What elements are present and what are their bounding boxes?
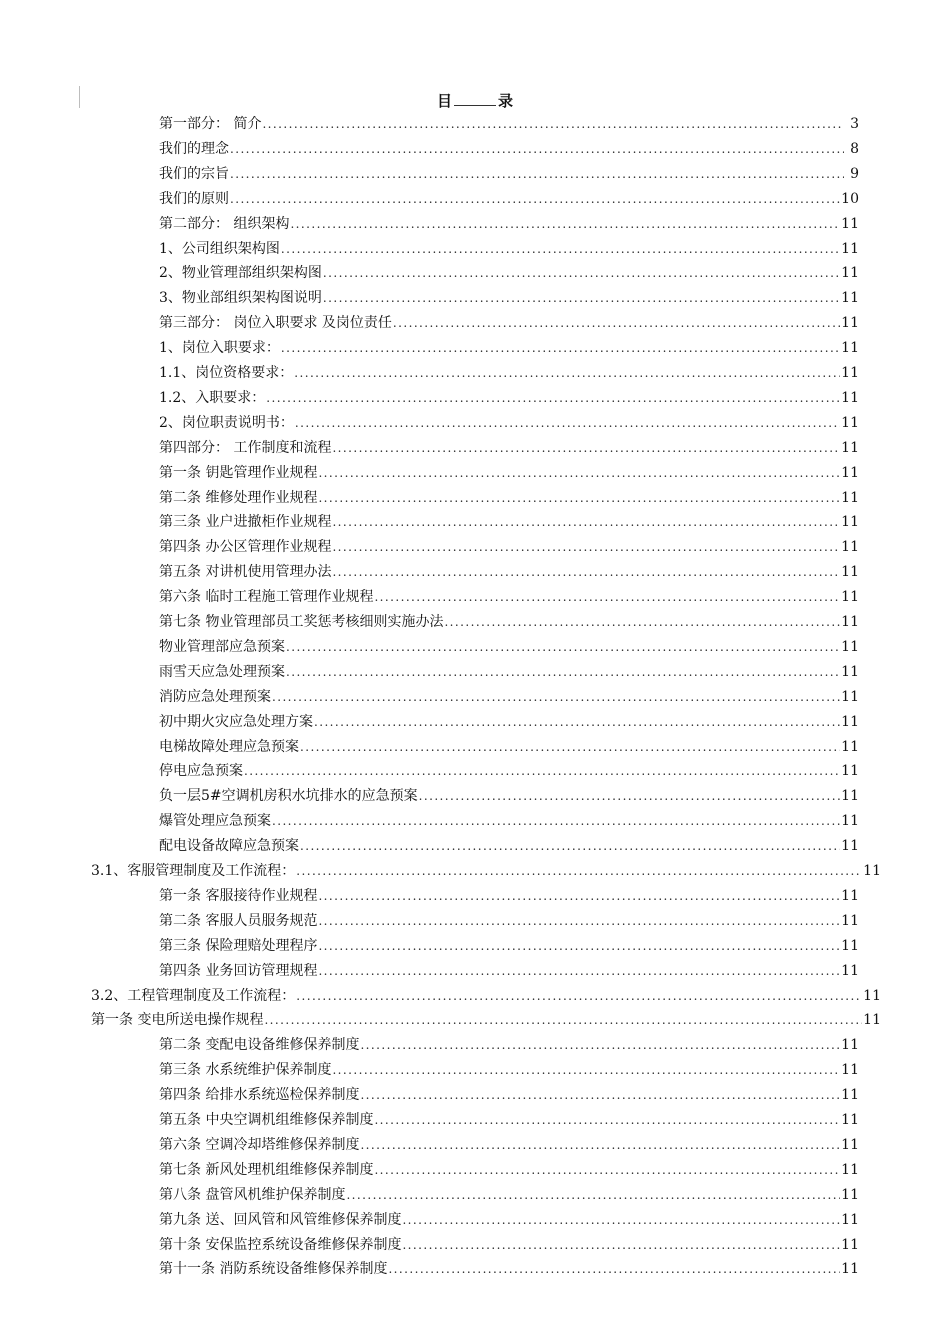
toc-dot-leader (318, 488, 840, 508)
toc-entry-page: 9 (850, 165, 859, 182)
toc-entry-page: 11 (841, 1112, 859, 1128)
toc-entry-page: 11 (841, 315, 859, 332)
toc-entry[interactable] (159, 1158, 859, 1180)
toc-title (0, 90, 950, 111)
toc-entry-title: 第六条 空调冷却塔维修保养制度 (159, 1136, 360, 1153)
toc-entry[interactable] (159, 212, 859, 234)
toc-dot-leader (230, 189, 840, 209)
toc-dot-leader (360, 1135, 840, 1155)
toc-entry[interactable] (159, 585, 859, 607)
toc-dot-leader (318, 961, 840, 981)
toc-entry-page: 11 (863, 987, 881, 1004)
toc-entry-page: 11 (841, 514, 859, 531)
toc-dot-leader (360, 1085, 840, 1105)
toc-dot-leader (332, 438, 840, 458)
toc-entry-page: 11 (841, 738, 859, 755)
toc-dot-leader (444, 612, 840, 632)
toc-entry-page: 11 (841, 887, 859, 904)
toc-entry[interactable] (91, 859, 881, 881)
toc-entry-page: 11 (841, 1211, 859, 1228)
toc-entry[interactable] (159, 311, 859, 333)
toc-entry[interactable] (159, 1257, 859, 1279)
toc-entry[interactable] (159, 1108, 859, 1130)
toc-dot-leader (332, 1060, 840, 1080)
toc-entry-page: 3 (850, 116, 859, 132)
toc-entry-title: 第五条 中央空调机组维修保养制度 (159, 1112, 374, 1128)
toc-entry[interactable] (159, 685, 859, 707)
toc-dot-leader (318, 911, 840, 931)
toc-entry-page: 11 (841, 663, 859, 680)
toc-entry[interactable] (91, 984, 881, 1006)
toc-entry-title: 电梯故障处理应急预案 (159, 738, 299, 755)
toc-entry[interactable] (159, 735, 859, 757)
toc-entry-title: 1、岗位入职要求： (159, 340, 280, 357)
toc-entry-page: 11 (841, 614, 859, 630)
toc-entry-title: 第四条 业务回访管理规程 (159, 962, 318, 979)
toc-dot-leader (323, 263, 840, 283)
toc-dot-leader (296, 986, 862, 1006)
toc-entry-page: 11 (841, 1161, 859, 1178)
toc-dot-leader (360, 1035, 840, 1055)
toc-entry-page: 11 (841, 1261, 859, 1278)
toc-entry-title: 第一条 钥匙管理作业规程 (159, 464, 318, 481)
toc-entry[interactable] (159, 162, 859, 184)
toc-entry-page: 11 (841, 788, 859, 805)
toc-dot-leader (318, 936, 840, 956)
toc-entry-title: 我们的原则 (159, 190, 229, 207)
toc-entry-page: 11 (841, 638, 859, 655)
toc-entry-page: 11 (841, 813, 859, 830)
toc-entry-page: 11 (841, 1236, 859, 1253)
toc-entry-title: 第三部分： 岗位入职要求 及岗位责任 (159, 315, 392, 332)
toc-dot-leader (300, 836, 840, 856)
toc-entry-page: 11 (841, 713, 859, 730)
toc-entry[interactable] (159, 486, 859, 508)
toc-entry[interactable] (159, 436, 859, 458)
toc-dot-leader (332, 537, 840, 557)
toc-dot-leader (296, 861, 862, 881)
toc-dot-leader (262, 114, 844, 134)
toc-entry-title: 第三条 保险理赔处理程序 (159, 937, 318, 954)
toc-entry[interactable] (91, 1008, 881, 1030)
toc-entry-title: 3、物业部组织架构图说明 (159, 290, 322, 307)
toc-entry-title: 第九条 送、回风管和风管维修保养制度 (159, 1211, 402, 1228)
toc-dot-leader (272, 811, 840, 831)
toc-dot-leader (318, 463, 840, 483)
toc-entry-title: 我们的理念 (159, 140, 229, 157)
toc-entry-title: 第一部分： 简介 (159, 116, 262, 132)
toc-entry-page: 11 (841, 763, 859, 780)
toc-dot-leader (419, 786, 841, 806)
toc-entry-page: 11 (841, 1062, 859, 1079)
toc-dot-leader (244, 761, 840, 781)
toc-entry-title: 2、物业管理部组织架构图 (159, 265, 322, 282)
toc-entry-title: 3.2、工程管理制度及工作流程： (91, 987, 296, 1004)
title-underline (454, 93, 496, 106)
toc-entry-title: 第七条 新风处理机组维修保养制度 (159, 1161, 374, 1178)
toc-entry-page: 11 (841, 838, 859, 855)
toc-dot-leader (286, 637, 840, 657)
toc-entry[interactable] (159, 759, 859, 781)
toc-entry-title: 第二部分： 组织架构 (159, 215, 290, 232)
toc-entry[interactable] (159, 461, 859, 483)
toc-dot-leader (332, 562, 840, 582)
toc-dot-leader (264, 1010, 862, 1030)
toc-entry[interactable] (159, 510, 859, 532)
toc-entry-title: 3.1、客服管理制度及工作流程： (91, 863, 296, 879)
toc-entry-page: 11 (863, 863, 881, 879)
toc-entry[interactable] (159, 535, 859, 557)
toc-entry-title: 1.2、入职要求： (159, 389, 266, 406)
toc-dot-leader (290, 214, 840, 234)
toc-entry-page: 11 (841, 937, 859, 954)
toc-entry-title: 第四条 办公区管理作业规程 (159, 539, 332, 556)
toc-entry-page: 11 (841, 1136, 859, 1153)
toc-entry[interactable] (159, 112, 859, 134)
toc-entry[interactable] (159, 1183, 859, 1205)
toc-entry[interactable] (159, 1058, 859, 1080)
toc-entry[interactable] (159, 237, 859, 259)
toc-entry-title: 第八条 盘管风机维护保养制度 (159, 1186, 346, 1203)
toc-dot-leader (393, 313, 840, 333)
toc-dot-leader (294, 363, 840, 383)
toc-entry-page: 11 (841, 290, 859, 307)
toc-dot-leader (266, 388, 840, 408)
toc-dot-leader (281, 338, 840, 358)
toc-entry-page: 11 (841, 414, 859, 431)
toc-entry-title: 1.1、岗位资格要求： (159, 365, 294, 381)
toc-entry-page: 11 (841, 365, 859, 381)
toc-entry[interactable] (159, 660, 859, 682)
toc-entry[interactable] (159, 361, 859, 383)
toc-dot-leader (286, 662, 840, 682)
toc-entry-title: 第一条 变电所送电操作规程 (91, 1012, 264, 1029)
toc-entry-page: 11 (841, 340, 859, 357)
toc-entry-page: 11 (841, 688, 859, 705)
toc-entry-page: 11 (841, 539, 859, 556)
toc-entry[interactable] (159, 909, 859, 931)
toc-dot-leader (230, 164, 844, 184)
toc-dot-leader (323, 288, 840, 308)
toc-dot-leader (318, 886, 840, 906)
toc-entry-title: 物业管理部应急预案 (159, 638, 285, 655)
toc-entry[interactable] (159, 635, 859, 657)
toc-entry-page: 10 (841, 190, 859, 207)
toc-entry[interactable] (159, 560, 859, 582)
toc-entry-page: 11 (841, 240, 859, 257)
toc-entry[interactable] (159, 1208, 859, 1230)
toc-entry-title: 第四部分： 工作制度和流程 (159, 439, 332, 456)
toc-entry-title: 第二条 变配电设备维修保养制度 (159, 1037, 360, 1054)
toc-entry-title: 爆管处理应急预案 (159, 813, 271, 830)
toc-entry-page: 11 (841, 1087, 859, 1104)
toc-entry-title: 第三条 水系统维护保养制度 (159, 1062, 332, 1079)
toc-entry-title: 第七条 物业管理部员工奖惩考核细则实施办法 (159, 614, 444, 630)
toc-entry-title: 配电设备故障应急预案 (159, 838, 299, 855)
toc-entry-title: 雨雪天应急处理预案 (159, 663, 285, 680)
toc-dot-leader (314, 712, 840, 732)
toc-dot-leader (272, 687, 840, 707)
toc-entry-title: 负一层5#空调机房积水坑排水的应急预案 (159, 788, 418, 805)
toc-entry-title: 第一条 客服接待作业规程 (159, 887, 318, 904)
toc-entry-page: 11 (841, 1037, 859, 1054)
toc-entry-title: 第十条 安保监控系统设备维修保养制度 (159, 1236, 402, 1253)
toc-entry-page: 11 (841, 439, 859, 456)
toc-entry-title: 第二条 维修处理作业规程 (159, 489, 318, 506)
toc-dot-leader (281, 239, 840, 259)
toc-entry-title: 第三条 业户进撤柜作业规程 (159, 514, 332, 531)
toc-entry[interactable] (159, 809, 859, 831)
toc-entry[interactable] (159, 1233, 859, 1255)
toc-title-left: 目 (436, 92, 452, 110)
toc-entry-title: 1、公司组织架构图 (159, 240, 280, 257)
toc-entry[interactable] (159, 934, 859, 956)
toc-entry[interactable] (159, 784, 859, 806)
toc-entry-page: 11 (841, 564, 859, 581)
toc-entry-title: 2、岗位职责说明书： (159, 414, 294, 431)
toc-entry-title: 停电应急预案 (159, 763, 243, 780)
toc-entry[interactable] (159, 261, 859, 283)
toc-entry-page: 11 (841, 589, 859, 606)
toc-entry-title: 我们的宗旨 (159, 165, 229, 182)
toc-entry[interactable] (159, 959, 859, 981)
toc-entry[interactable] (159, 286, 859, 308)
toc-title-right: 录 (498, 92, 514, 110)
toc-entry-page: 11 (863, 1012, 881, 1029)
toc-entry-page: 11 (841, 912, 859, 929)
toc-entry[interactable] (159, 336, 859, 358)
toc-entry[interactable] (159, 884, 859, 906)
toc-entry-page: 11 (841, 389, 859, 406)
toc-dot-leader (295, 413, 840, 433)
toc-dot-leader (332, 512, 840, 532)
toc-entry[interactable] (159, 1133, 859, 1155)
toc-entry-title: 初中期火灾应急处理方案 (159, 713, 313, 730)
toc-entry[interactable] (159, 610, 859, 632)
toc-dot-leader (402, 1210, 840, 1230)
toc-dot-leader (374, 1110, 840, 1130)
toc-entry-title: 第六条 临时工程施工管理作业规程 (159, 589, 374, 606)
toc-entry-page: 11 (841, 1186, 859, 1203)
toc-entry-title: 第二条 客服人员服务规范 (159, 912, 318, 929)
toc-entry[interactable] (159, 411, 859, 433)
toc-dot-leader (402, 1235, 840, 1255)
toc-entry[interactable] (159, 386, 859, 408)
toc-entry[interactable] (159, 834, 859, 856)
toc-entry-page: 11 (841, 215, 859, 232)
toc-dot-leader (374, 1160, 840, 1180)
toc-entry[interactable] (159, 1083, 859, 1105)
toc-entry-title: 第十一条 消防系统设备维修保养制度 (159, 1261, 388, 1278)
toc-entry-page: 11 (841, 265, 859, 282)
toc-dot-leader (374, 587, 840, 607)
toc-dot-leader (346, 1185, 840, 1205)
toc-entry-title: 消防应急处理预案 (159, 688, 271, 705)
toc-entry[interactable] (159, 710, 859, 732)
toc-entry-title: 第五条 对讲机使用管理办法 (159, 564, 332, 581)
toc-entry-page: 11 (841, 464, 859, 481)
toc-dot-leader (300, 737, 840, 757)
toc-dot-leader (388, 1259, 840, 1279)
toc-entry-title: 第四条 给排水系统巡检保养制度 (159, 1087, 360, 1104)
toc-dot-leader (230, 139, 844, 159)
toc-entry-page: 11 (841, 962, 859, 979)
toc-entry-page: 11 (841, 489, 859, 506)
toc-entry[interactable] (159, 1033, 859, 1055)
toc-entry[interactable] (159, 137, 859, 159)
toc-entry[interactable] (159, 187, 859, 209)
toc-entry-page: 8 (850, 140, 859, 157)
